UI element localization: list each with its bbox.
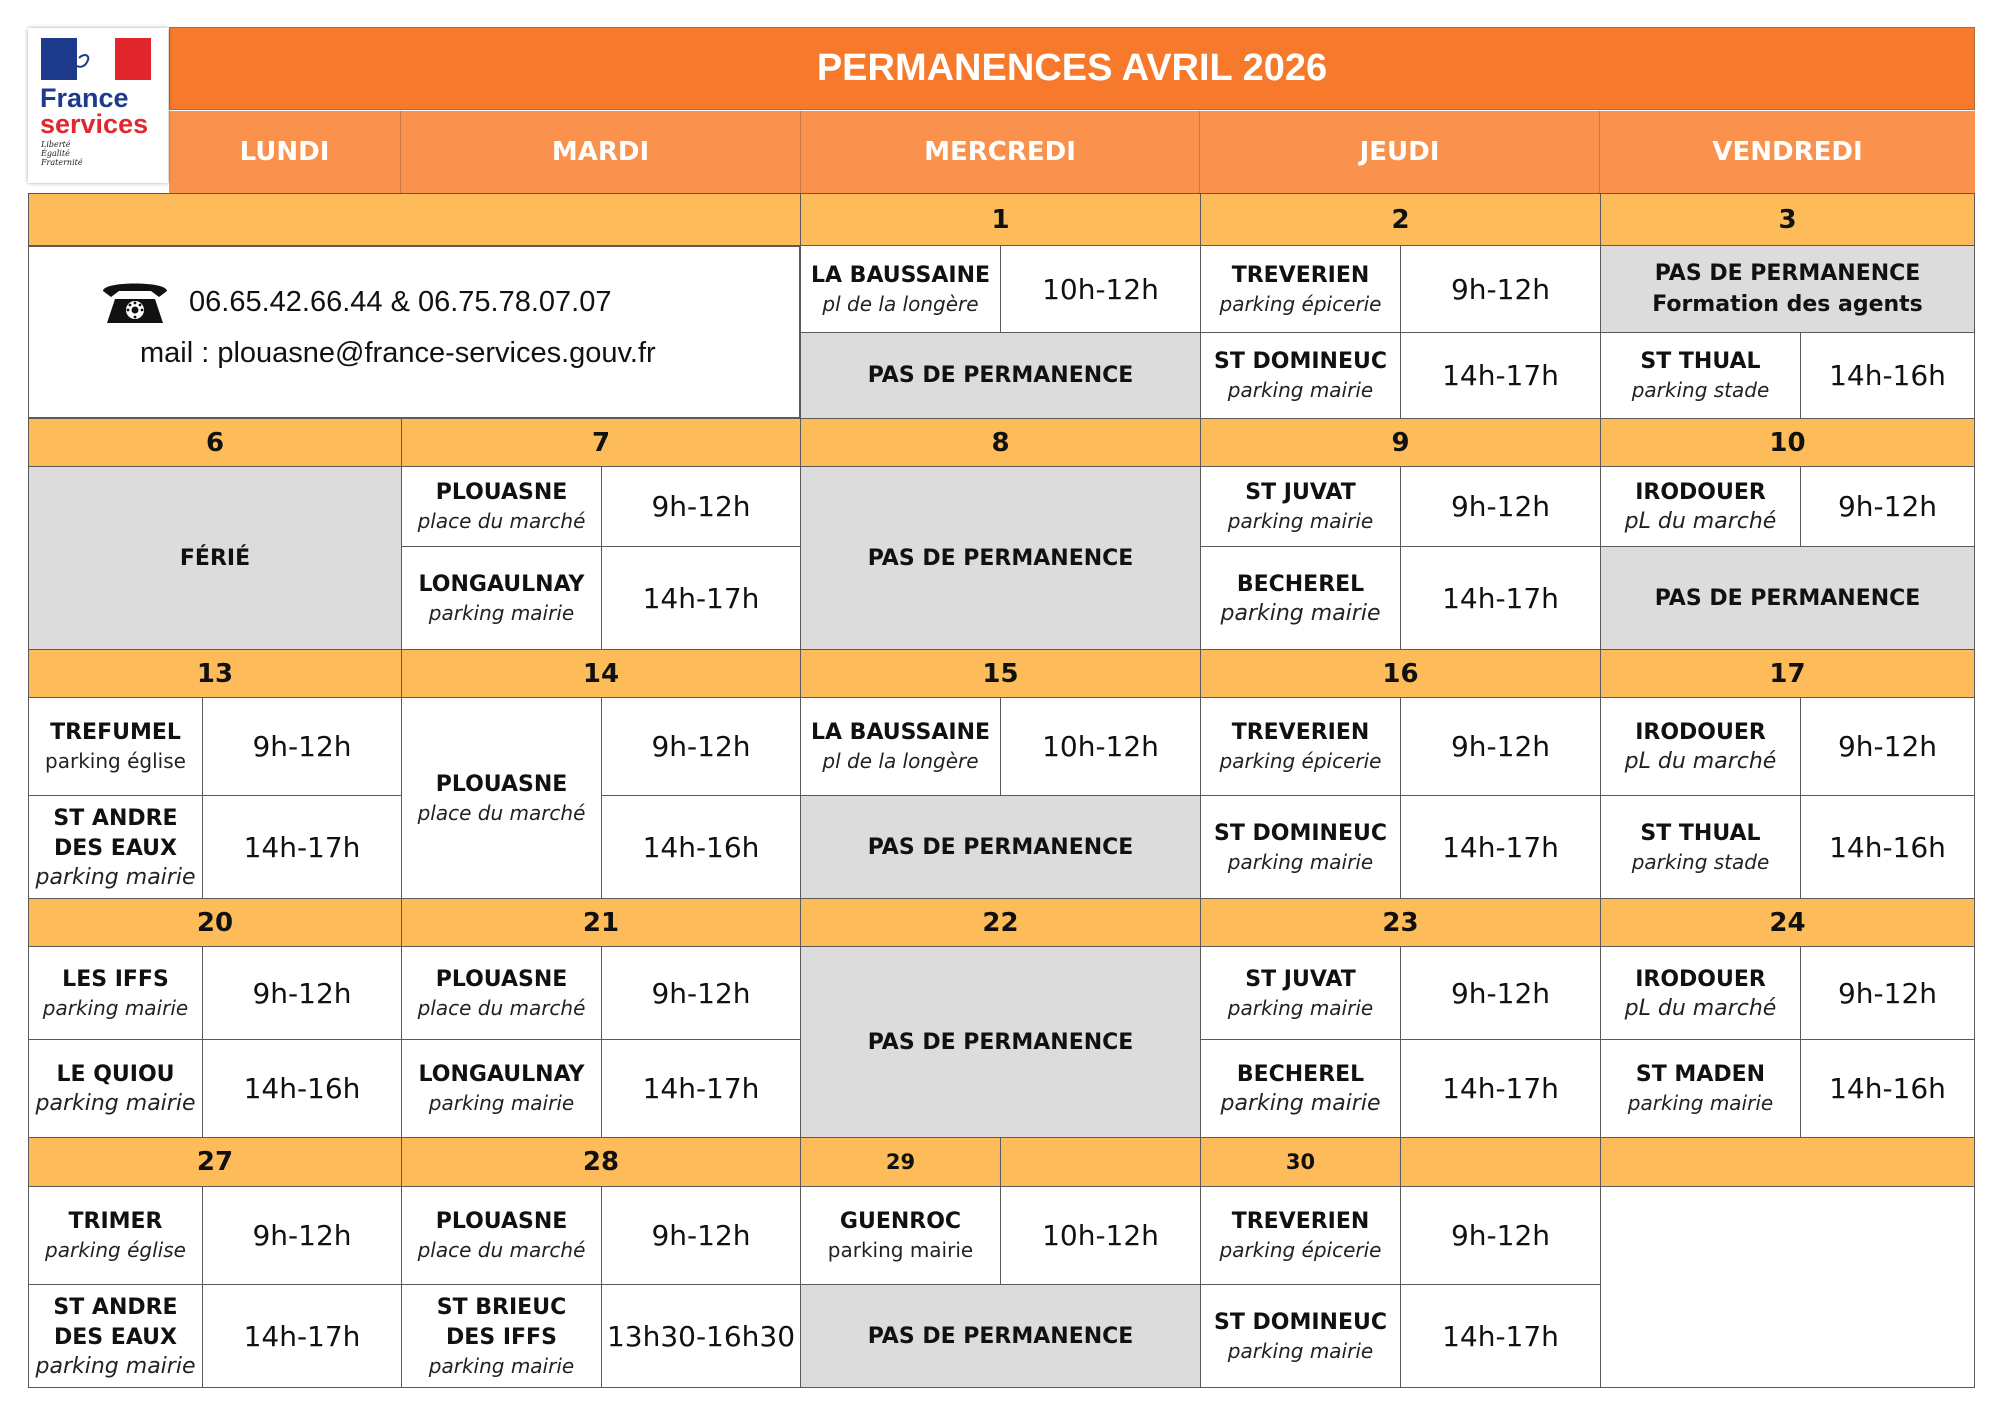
- logo-motto: Liberté Égalité Fraternité: [41, 140, 83, 167]
- date-cell: 8: [800, 418, 1201, 467]
- location-cell: LONGAULNAY parking mairie: [401, 546, 602, 650]
- contact-box: [28, 246, 800, 418]
- time-cell: 14h-17h: [202, 1284, 402, 1388]
- date-cell: 2: [1200, 193, 1601, 246]
- date-cell: 9: [1200, 418, 1601, 467]
- date-cell: 7: [401, 418, 801, 467]
- location-cell: IRODOUER pL du marché: [1600, 697, 1801, 796]
- phone-line: [99, 277, 611, 327]
- day-header-wednesday: MERCREDI: [801, 111, 1200, 193]
- time-cell: 9h-12h: [1400, 245, 1601, 333]
- time-cell: 14h-17h: [601, 546, 801, 650]
- time-cell: 14h-17h: [202, 795, 402, 899]
- location-cell: ST DOMINEUC parking mairie: [1200, 795, 1401, 899]
- time-cell: 14h-17h: [601, 1039, 801, 1138]
- day-header-monday: LUNDI: [169, 111, 401, 193]
- date-cell: 17: [1600, 649, 1975, 698]
- time-cell: 9h-12h: [601, 697, 801, 796]
- time-cell: 9h-12h: [1400, 466, 1601, 547]
- time-cell: 14h-17h: [1400, 795, 1601, 899]
- date-cell: 1: [800, 193, 1201, 246]
- date-cell: 23: [1200, 898, 1601, 947]
- date-cell: 20: [28, 898, 402, 947]
- date-cell: 22: [800, 898, 1201, 947]
- location-cell: TREVERIEN parking épicerie: [1200, 245, 1401, 333]
- mail-address: mail : plouasne@france-services.gouv.fr: [140, 337, 656, 369]
- time-cell: 9h-12h: [1800, 697, 1975, 796]
- location-cell: TRIMER parking église: [28, 1186, 203, 1285]
- date-cell: 29: [800, 1137, 1001, 1187]
- time-cell: 14h-16h: [1800, 1039, 1975, 1138]
- time-cell: 13h30-16h30: [601, 1284, 801, 1388]
- location-cell: PLOUASNE place du marché: [401, 697, 602, 899]
- time-cell: 10h-12h: [1000, 245, 1201, 333]
- time-cell: 9h-12h: [1800, 466, 1975, 547]
- page-title-bar: [169, 27, 1975, 110]
- day-header-thursday: JEUDI: [1200, 111, 1600, 193]
- time-cell: 10h-12h: [1000, 1186, 1201, 1285]
- date-cell: 30: [1200, 1137, 1401, 1187]
- location-cell: LE QUIOU parking mairie: [28, 1039, 203, 1138]
- date-cell: 3: [1600, 193, 1975, 246]
- date-cell-empty: [1400, 1137, 1601, 1187]
- location-cell: LONGAULNAY parking mairie: [401, 1039, 602, 1138]
- page-title: PERMANENCES AVRIL 2026: [816, 47, 1328, 89]
- location-cell: PLOUASNE place du marché: [401, 1186, 602, 1285]
- time-cell: 10h-12h: [1000, 697, 1201, 796]
- time-cell: 14h-16h: [601, 795, 801, 899]
- no-service-cell: PAS DE PERMANENCE: [1600, 546, 1975, 650]
- date-cell: 27: [28, 1137, 402, 1187]
- time-cell: 9h-12h: [601, 1186, 801, 1285]
- time-cell: 9h-12h: [601, 466, 801, 547]
- time-cell: 14h-16h: [1800, 332, 1975, 419]
- time-cell: 14h-17h: [1400, 1284, 1601, 1388]
- no-service-cell: PAS DE PERMANENCE: [800, 1284, 1201, 1388]
- date-cell-empty: [1000, 1137, 1201, 1187]
- location-cell: ST DOMINEUC parking mairie: [1200, 332, 1401, 419]
- time-cell: 9h-12h: [202, 946, 402, 1040]
- date-cell: 16: [1200, 649, 1601, 698]
- date-cell: 6: [28, 418, 402, 467]
- date-cell: 13: [28, 649, 402, 698]
- day-header-friday: VENDREDI: [1600, 111, 1975, 193]
- location-cell: ST ANDRE DES EAUX parking mairie: [28, 1284, 203, 1388]
- location-cell: ST ANDRE DES EAUX parking mairie: [28, 795, 203, 899]
- location-cell: BECHEREL parking mairie: [1200, 546, 1401, 650]
- location-cell: ST THUAL parking stade: [1600, 332, 1801, 419]
- time-cell: 9h-12h: [1400, 697, 1601, 796]
- no-service-cell: PAS DE PERMANENCE: [800, 795, 1201, 899]
- location-cell: TREVERIEN parking épicerie: [1200, 1186, 1401, 1285]
- location-cell: LES IFFS parking mairie: [28, 946, 203, 1040]
- time-cell: 14h-17h: [1400, 546, 1601, 650]
- location-cell: TREFUMEL parking église: [28, 697, 203, 796]
- marianne-flag-icon: [41, 38, 151, 80]
- location-cell: PLOUASNE place du marché: [401, 466, 602, 547]
- empty-cell: [1600, 1186, 1975, 1388]
- date-cell: 24: [1600, 898, 1975, 947]
- no-service-cell: PAS DE PERMANENCE: [800, 332, 1201, 419]
- time-cell: 14h-17h: [1400, 1039, 1601, 1138]
- date-cell: 15: [800, 649, 1201, 698]
- date-cell: 10: [1600, 418, 1975, 467]
- location-cell: LA BAUSSAINE pl de la longère: [800, 245, 1001, 333]
- time-cell: 9h-12h: [202, 697, 402, 796]
- location-cell: ST THUAL parking stade: [1600, 795, 1801, 899]
- day-header-tuesday: MARDI: [401, 111, 801, 193]
- location-cell: ST BRIEUC DES IFFS parking mairie: [401, 1284, 602, 1388]
- time-cell: 9h-12h: [1400, 946, 1601, 1040]
- location-cell: BECHEREL parking mairie: [1200, 1039, 1401, 1138]
- date-cell-empty: [1600, 1137, 1975, 1187]
- logo-line-services: services: [40, 109, 149, 139]
- time-cell: 14h-17h: [1400, 332, 1601, 419]
- date-cell-empty: [28, 193, 801, 246]
- telephone-icon: [99, 277, 171, 327]
- no-service-cell: PAS DE PERMANENCE: [800, 946, 1201, 1138]
- location-cell: ST JUVAT parking mairie: [1200, 466, 1401, 547]
- time-cell: 9h-12h: [601, 946, 801, 1040]
- date-cell: 14: [401, 649, 801, 698]
- time-cell: 9h-12h: [1400, 1186, 1601, 1285]
- time-cell: 14h-16h: [1800, 795, 1975, 899]
- holiday-cell: FÉRIÉ: [28, 466, 402, 650]
- time-cell: 9h-12h: [1800, 946, 1975, 1040]
- location-cell: IRODOUER pL du marché: [1600, 466, 1801, 547]
- no-service-cell: PAS DE PERMANENCE Formation des agents: [1600, 245, 1975, 333]
- no-service-cell: PAS DE PERMANENCE: [800, 466, 1201, 650]
- time-cell: 9h-12h: [202, 1186, 402, 1285]
- date-cell: 28: [401, 1137, 801, 1187]
- phone-numbers: 06.65.42.66.44 & 06.75.78.07.07: [189, 285, 612, 318]
- location-cell: TREVERIEN parking épicerie: [1200, 697, 1401, 796]
- location-cell: ST JUVAT parking mairie: [1200, 946, 1401, 1040]
- france-services-logo: [28, 28, 168, 183]
- location-cell: GUENROC parking mairie: [800, 1186, 1001, 1285]
- time-cell: 14h-16h: [202, 1039, 402, 1138]
- location-cell: ST MADEN parking mairie: [1600, 1039, 1801, 1138]
- location-cell: LA BAUSSAINE pl de la longère: [800, 697, 1001, 796]
- logo-line-france: France: [40, 83, 129, 113]
- location-cell: ST DOMINEUC parking mairie: [1200, 1284, 1401, 1388]
- date-cell: 21: [401, 898, 801, 947]
- location-cell: PLOUASNE place du marché: [401, 946, 602, 1040]
- location-cell: IRODOUER pL du marché: [1600, 946, 1801, 1040]
